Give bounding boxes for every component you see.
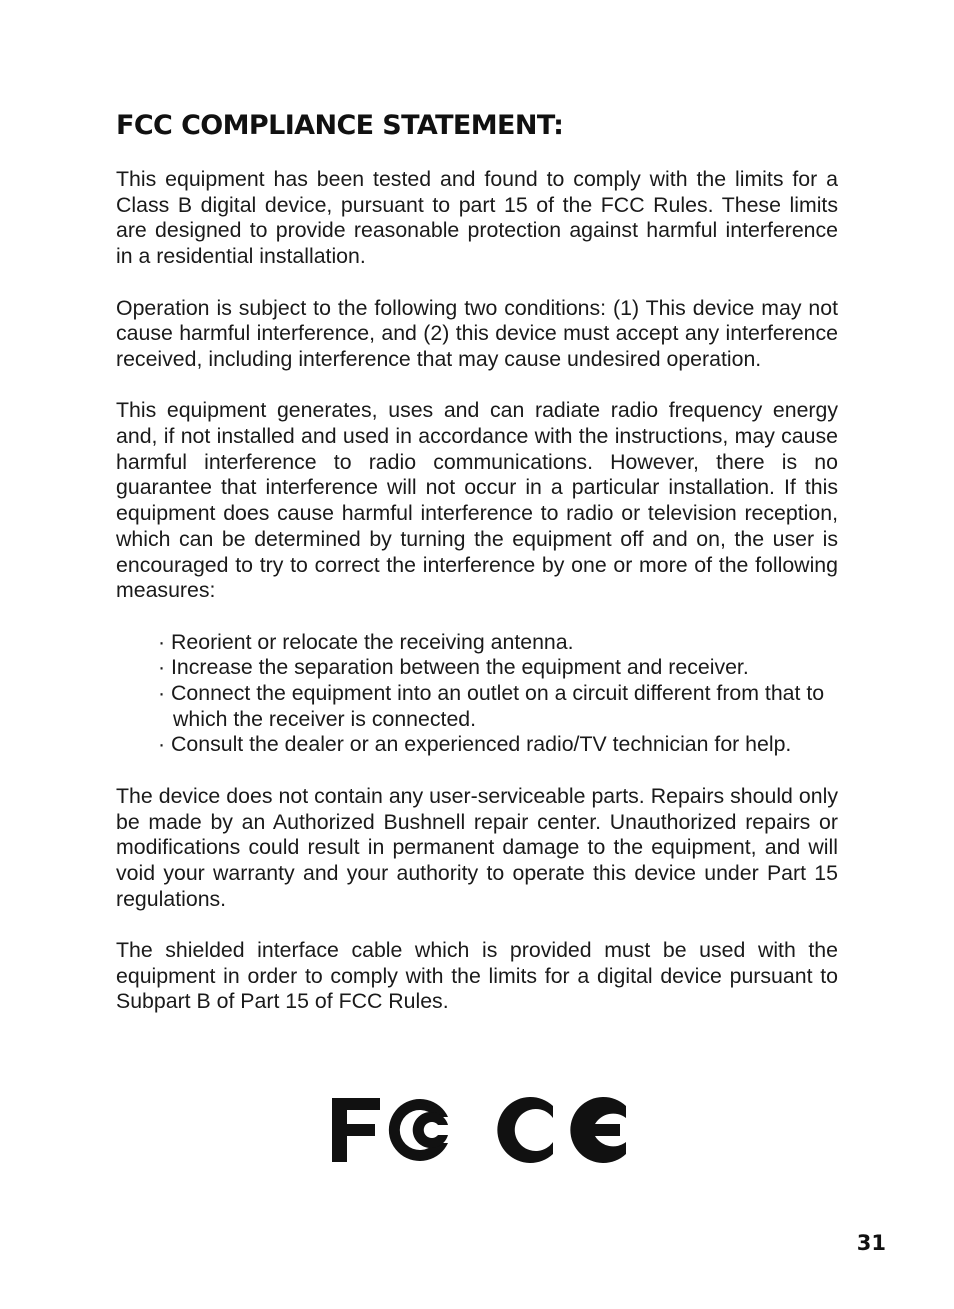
fcc-ce-logos bbox=[330, 1094, 630, 1166]
body-text bbox=[116, 167, 838, 1041]
paragraph-radio-interference: This equipment generates, uses and can radiate radio frequency energy and, if not installed and used in accordance with the instructions, may cause harmful interference to radio communications. However, there is no guarantee that interference will not occur in a particular installation. If this equipment does cause harmful interference to radio or television reception, which can be determined by turning the equipment off and on, the user is encouraged to try to correct the interference by one or more of the following measures: bbox=[116, 398, 838, 603]
list-item: · Reorient or relocate the receiving antenna. bbox=[158, 629, 574, 654]
paragraph-operation-conditions: Operation is subject to the following two conditions: (1) This device may not cause harmful interference, and (2) this device must accept any interference received, including interference that may cause undesired operation. bbox=[116, 295, 838, 371]
ce-logo-icon bbox=[497, 1097, 626, 1163]
list-item: · Connect the equipment into an outlet on a circuit different from that to which the receiver is connected. bbox=[158, 681, 825, 731]
measures-list bbox=[116, 630, 838, 759]
list-item: · Consult the dealer or an experienced radio/TV technician for help. bbox=[158, 732, 792, 757]
paragraph-fcc-limits: This equipment has been tested and found to comply with the limits for a Class B digital device, pursuant to part 15 of the FCC Rules. These limits are designed to provide reasonable protection against harmful interference in a residential installation. bbox=[116, 167, 838, 269]
list-item: · Increase the separation between the equipment and receiver. bbox=[158, 655, 749, 680]
fcc-logo-icon bbox=[332, 1098, 448, 1162]
paragraph-no-serviceable-parts: The device does not contain any user-serviceable parts. Repairs should only be made by an Authorized Bushnell repair center. Unauthorized repairs or modifications could result in permanent damage to the equipment, and will void your warranty and your authority to operate this device under Part 15 regulations. bbox=[116, 783, 838, 911]
page-number: 31 bbox=[856, 1231, 886, 1255]
page-title: FCC COMPLIANCE STATEMENT: bbox=[116, 110, 564, 141]
paragraph-shielded-cable: The shielded interface cable which is provided must be used with the equipment in order to comply with the limits for a digital device pursuant to Subpart B of Part 15 of FCC Rules. bbox=[116, 938, 838, 1014]
compliance-logos bbox=[330, 1094, 630, 1166]
